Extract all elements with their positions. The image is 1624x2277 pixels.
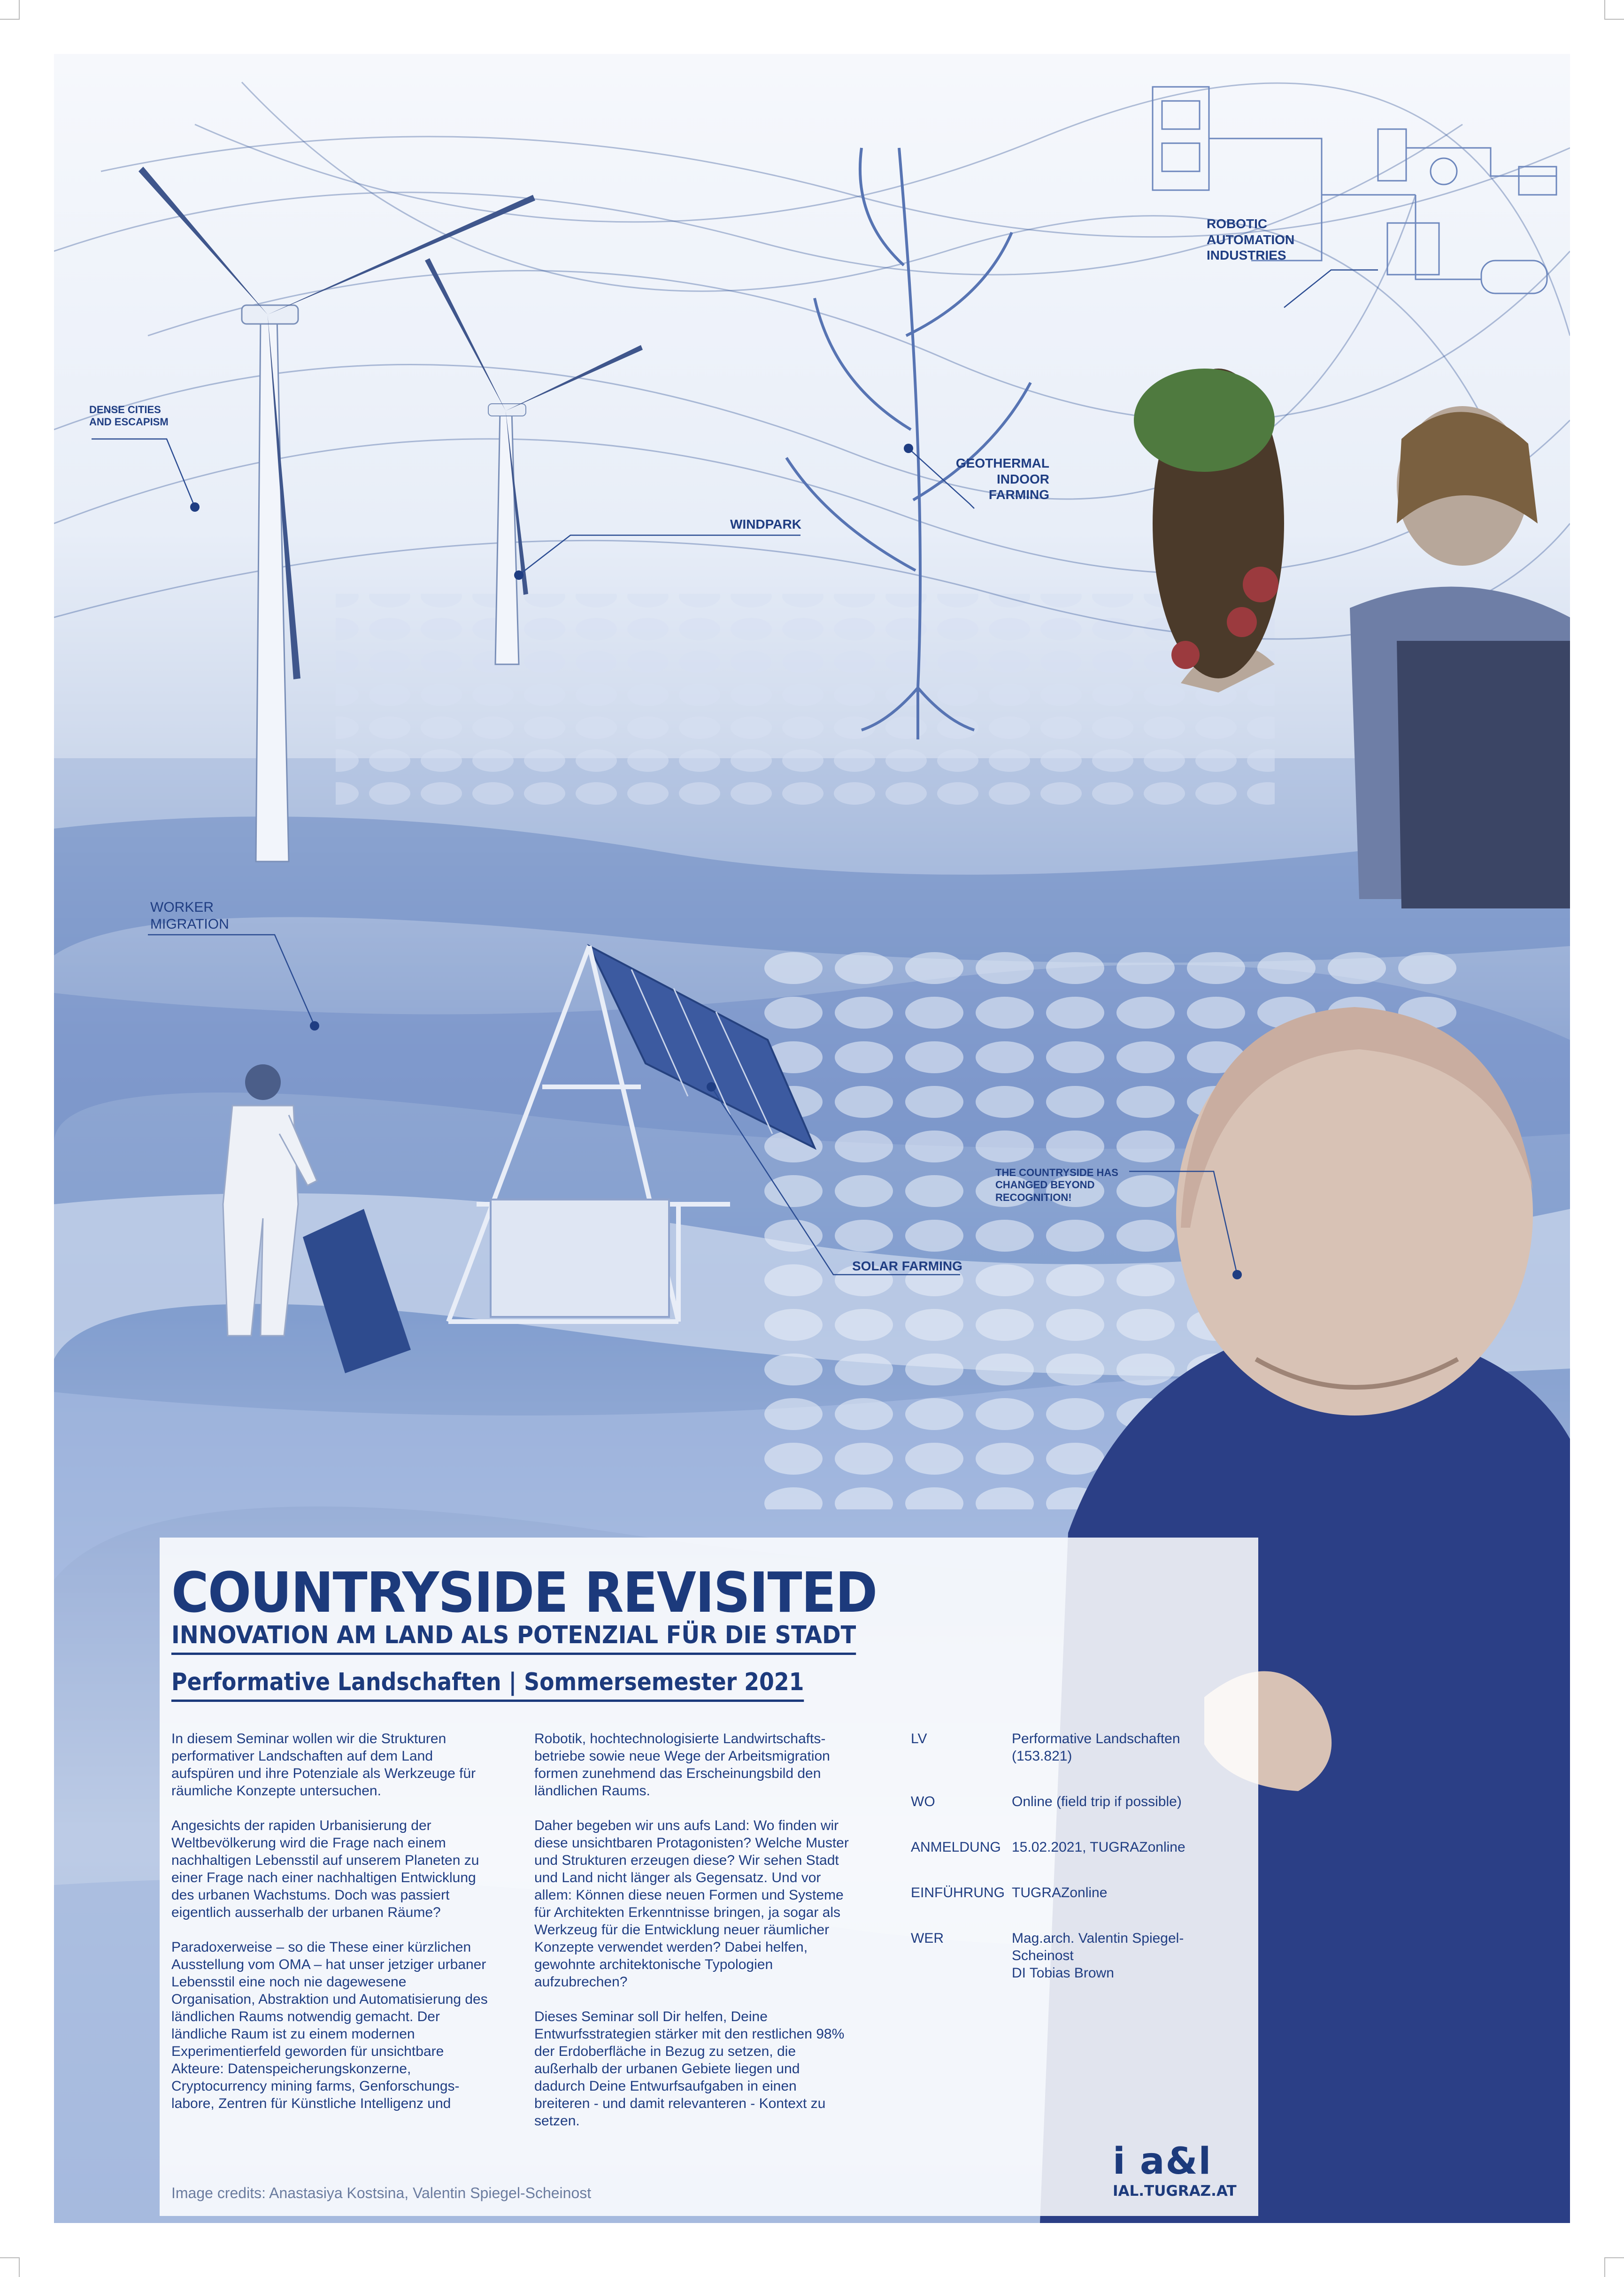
info-key: LV (911, 1731, 927, 1746)
poster (54, 54, 1570, 2223)
callout-robotic-automation: ROBOTIC AUTOMATION INDUSTRIES (1207, 216, 1295, 263)
paragraph: Dieses Seminar soll Dir helfen, Deine Entwurfsstrategien stärker mit den restlichen 98% der Erdoberfläche in Bezug zu setzen, die außerhalb der urbanen Gebiete liegen und dadurch Deine Entwurfsaufgaben in einen breiteren - und damit relevanteren - Kontext zu setzen. (534, 2009, 845, 2129)
info-row-lv (911, 1730, 1249, 1765)
info-key: EINFÜHRUNG (911, 1885, 1005, 1900)
institute-logo[interactable] (1113, 2140, 1244, 2200)
info-value: 15.02.2021, TUGRAZonline (1012, 1839, 1185, 1855)
body-column-2 (534, 1730, 854, 2147)
crop-mark-bottom-right (1604, 2257, 1624, 2277)
logo-mark: i a&l (1113, 2140, 1212, 2183)
callout-windpark: WINDPARK (730, 517, 801, 531)
poster-subtitle: INNOVATION AM LAND ALS POTENZIAL FÜR DIE STADT (171, 1622, 856, 1655)
poster-title: COUNTRYSIDE REVISITED (171, 1560, 877, 1625)
course-line: Performative Landschaften | Sommersemester 2021 (171, 1669, 804, 1702)
paragraph: Paradoxerweise – so die These einer kürzlichen Ausstellung vom OMA – hat unser jetziger urbaner Lebensstil eine noch nie dagewesene Organisation, Abstraktion und Automatisierung des ländlichen Raums notwendig gemacht. Der ländliche Raum ist zu einem modernen Experimentierfeld geworden für unsichtbare Akteure: Datenspeicherungskonzerne, Cryptocurrency mining farms, Genforschungs-labore, Zentren für Künstliche Intelligenz und (171, 1939, 488, 2111)
crop-mark-top-left (0, 0, 20, 20)
callout-geothermal-farming: GEOTHERMAL INDOOR FARMING (955, 456, 1049, 502)
info-value: TUGRAZonline (1012, 1885, 1108, 1900)
paragraph: In diesem Seminar wollen wir die Strukturen performativer Landschaften auf dem Land aufspüren und ihre Potenziale als Werkzeuge für räumliche Konzepte untersuchen. (171, 1731, 476, 1799)
image-credits: Image credits: Anastasiya Kostsina, Valentin Spiegel-Scheinost (171, 2185, 592, 2201)
info-key: WER (911, 1931, 944, 1946)
crop-mark-top-right (1604, 0, 1624, 20)
info-row-wer (911, 1930, 1249, 1982)
body-column-1 (171, 1730, 491, 2130)
info-value: Performative Landschaften (153.821) (1012, 1731, 1180, 1764)
info-key: ANMELDUNG (911, 1839, 1001, 1855)
info-row-anmeldung (911, 1839, 1249, 1856)
info-value: Online (field trip if possible) (1012, 1794, 1182, 1809)
paragraph: Angesichts der rapiden Urbanisierung der Weltbevölkerung wird die Frage nach einem nachhaltigen Lebensstil auf unserem Planeten zu einer Frage nach einer nachhaltigen Entwicklung des urbanen Wachstums. Doch was passiert eigentlich ausserhalb der urbanen Räume? (171, 1818, 479, 1920)
paragraph: Robotik, hochtechnologisierte Landwirtschafts-betriebe sowie neue Wege der Arbeitsmigration formen zunehmend das Erscheinungsbild den ländlichen Raums. (534, 1731, 830, 1799)
logo-url-link[interactable]: IAL.TUGRAZ.AT (1113, 2183, 1237, 2200)
crop-mark-bottom-left (0, 2257, 20, 2277)
info-row-wo (911, 1793, 1249, 1810)
paragraph: Daher begeben wir uns aufs Land: Wo finden wir diese unsichtbaren Protagonisten? Welche Muster und Strukturen erzeugen diese? Wir sehen Stadt und Land nicht länger als Gegensatz. Und vor allem: Können diese neuen Formen und Systeme für Architekten Erkenntnisse bringen, ja sogar als Werkzeug für die Entwicklung neuer räumlicher Konzepte verwendet werden? Dabei helfen, gewohnte architektonische Typologien aufzubrechen? (534, 1818, 849, 1990)
info-row-einfuehrung (911, 1884, 1249, 1901)
callout-solar-farming: SOLAR FARMING (852, 1259, 962, 1273)
callout-worker-migration: WORKER MIGRATION (150, 900, 229, 932)
callout-countryside-changed: THE COUNTRYSIDE HAS CHANGED BEYOND RECOGNITION! (995, 1167, 1118, 1203)
info-key: WO (911, 1794, 935, 1809)
callout-dense-cities: DENSE CITIES AND ESCAPISM (89, 404, 169, 428)
info-panel (160, 1538, 1258, 2216)
course-info-table (911, 1730, 1249, 2010)
info-value: Mag.arch. Valentin Spiegel- Scheinost DI Tobias Brown (1012, 1931, 1184, 1981)
